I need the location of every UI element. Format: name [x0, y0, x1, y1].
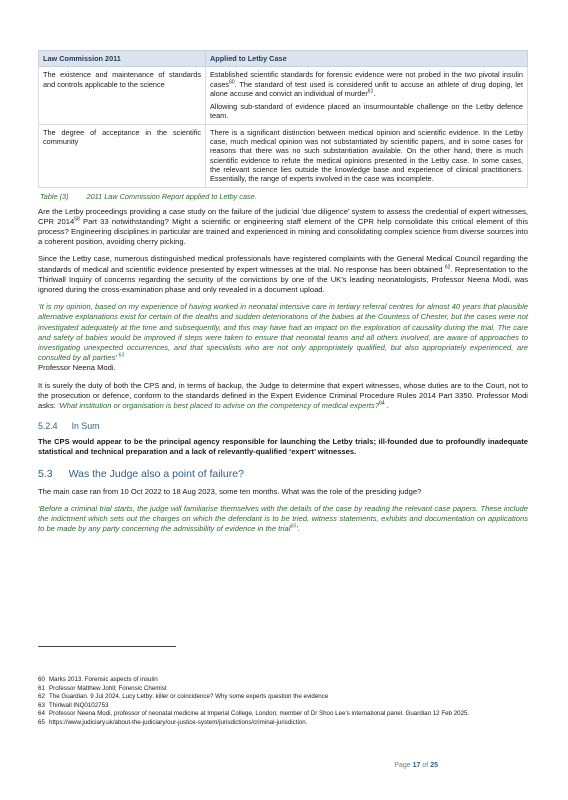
footnote-separator: [38, 646, 176, 647]
footnote-ref: 58: [74, 216, 80, 223]
page-body: [38, 50, 528, 534]
footnote-ref: 65: [290, 523, 296, 530]
table-header-row: [39, 51, 528, 67]
footnote: 61 Professor Matthew Johll; Forensic Chemist: [38, 684, 167, 692]
section-heading-5-3: [38, 468, 528, 480]
footnotes: [38, 676, 528, 728]
footnote-ref: 62: [444, 264, 451, 271]
table-caption: [40, 192, 528, 201]
table-row: [39, 67, 528, 124]
caption-label: Table (3): [40, 191, 69, 201]
body-paragraph: The main case ran from 10 Oct 2022 to 18 Aug 2023, some ten months. What was the role of the presiding judge?: [38, 486, 422, 496]
section-title: In Sum: [71, 421, 100, 432]
table-row: [39, 124, 528, 187]
footnote-ref: 63: [118, 352, 125, 359]
section-number: 5.3: [38, 467, 53, 480]
quote-attribution: Professor Neena Modi.: [38, 363, 116, 373]
cell-paragraph: Established scientific standards for forensic evidence were not probed in the two pivotal insulin cases$^{60}$. The standard of test used is considered unfit to accuse an athlete of drug doping, let alone accuse and convict an individual of murder$^{61}$.: [210, 70, 523, 98]
footnote: 62 The Guardian. 9 Jul 2024. Lucy Letby: killer or coincidence? Why some experts question the evidence: [38, 693, 329, 701]
table-cell-criterion: The degree of acceptance in the scientific community: [39, 124, 206, 187]
block-quote: ‘It is my opinion, based on my experience of having worked in neonatal intensive care in tertiary referral centres for almost 40 years that plausible alternative explanations exist for certain of the deaths and sudden deteriorations of the babies at the Countess of Chester, but the cases were not investigated adequately at the time and subsequently, and this may have had an impact on the exploration of causality during the trial. The care and safety of babies would be improved if steps were taken to ensure that neonatal teams and all others involved, are aware of approaches to investigating unexpected occurrences, and that specialists who are not only appropriately qualified, but also appropriately experienced, are consulted by all parties’ $^{63}$: [38, 302, 528, 363]
table-cell-application: [206, 67, 528, 124]
body-paragraph: Since the Letby case, numerous distinguished medical professionals have registered complaints with the General Medical Council regarding the standards of medical and scientific evidence presented by expert witnesses at the trial. No response has been obtained $^{62}$. Representation to the Thirlwall Inquiry of concerns regarding the security of the convictions by one of the UK’s leading neonatologists, Professor Neena Modi, was ignored during the cross-examination phase and only revealed in a document upload.: [38, 254, 528, 294]
footnote: 64 Professor Neena Modi, professor of neonatal medicine at Imperial College, London; member of Dr Shoo Lee’s international panel. Guardian 12 Feb 2025.: [38, 710, 470, 718]
table-header-applied: Applied to Letby Case: [206, 51, 528, 67]
footnote-link[interactable]: 65 https://www.judiciary.uk/about-the-judiciary/our-justice-system/jurisdictions/criminal-jurisdiction.: [38, 718, 308, 726]
inline-quote: ‘What institution or organisation is best placed to advise on the competency of medical experts?: [57, 401, 380, 411]
in-sum-paragraph: The CPS would appear to be the principal agency responsible for launching the Letby trials; ill-founded due to profoundly inadequate statistical and technical preparation and a lack of relevantly-qualified ‘expert’ witnesses.: [38, 437, 528, 457]
caption-text: 2011 Law Commission Report applied to Letby case.: [86, 191, 257, 201]
body-paragraph: It is surely the duty of both the CPS and, in terms of backup, the Judge to determine that expert witnesses, whose duties are to the Court, not to the prosecution or defence, conform to the standards defined in the Expert Evidence Criminal Procedure Rules 2014 Part 3350. Professor Modi asks: ‘What institution or organisation is best placed to advise on the competency of medical experts?$^{64}$ .: [38, 380, 528, 411]
section-number: 5.2.4: [38, 421, 58, 432]
table-cell-application: There is a significant distinction between medical opinion and scientific evidence. In the Letby case, much medical opinion was not substantiated by scientific papers, and in some cases for reasons that there was no such substantiation available. On the other hand, there is much scientific evidence to refute the medical opinions presented in the Letby case. In some cases, the relevant science lies outside the knowledge base and experience of clinical practitioners. Essentially, the range of experts involved in the case was incomplete.: [206, 124, 528, 187]
page-number: Page 17 of 25: [394, 762, 438, 769]
section-title: Was the Judge also a point of failure?: [68, 467, 244, 480]
cell-paragraph: Allowing sub-standard of evidence placed an insurmountable challenge on the Letby defence team.: [210, 102, 523, 121]
section-heading-5-2-4: [38, 421, 528, 431]
footnote: 63 Thirlwall INQ0102753: [38, 701, 109, 709]
footnote-ref: 64: [379, 400, 385, 407]
body-paragraph: Are the Letby proceedings providing a case study on the failure of the judicial ‘due diligence’ system to assess the credential of expert witnesses, CPR 2014$^{58}$ Part 33 notwithstanding? Might a scientific or engineering staff element of the CPR help consolidate this critical element of this process? Engineering disciplines in particular are trained and experienced in mining and consolidating complex science from diverse sources into a coherent position, avoiding cherry picking.: [38, 206, 528, 247]
footnote: 60 Marks 2013. Forensic aspects of insulin: [38, 676, 158, 683]
footnote-ref: 61: [367, 88, 374, 95]
block-quote: ‘Before a criminal trial starts, the judge will familiarise themselves with the details of the case by reading the relevant case papers. These include the indictment which sets out the charges on which the defendant is to be tried, witness statements, exhibits and documentation on applications to be made by any party concerning the admissibility of evidence in the trial$^{65}$’.: [38, 503, 528, 534]
footnote-ref: 60: [229, 79, 235, 86]
table-cell-criterion: The existence and maintenance of standards and controls applicable to the science: [39, 67, 206, 124]
comparison-table: [38, 50, 528, 188]
table-header-law-commission: Law Commission 2011: [39, 51, 206, 67]
